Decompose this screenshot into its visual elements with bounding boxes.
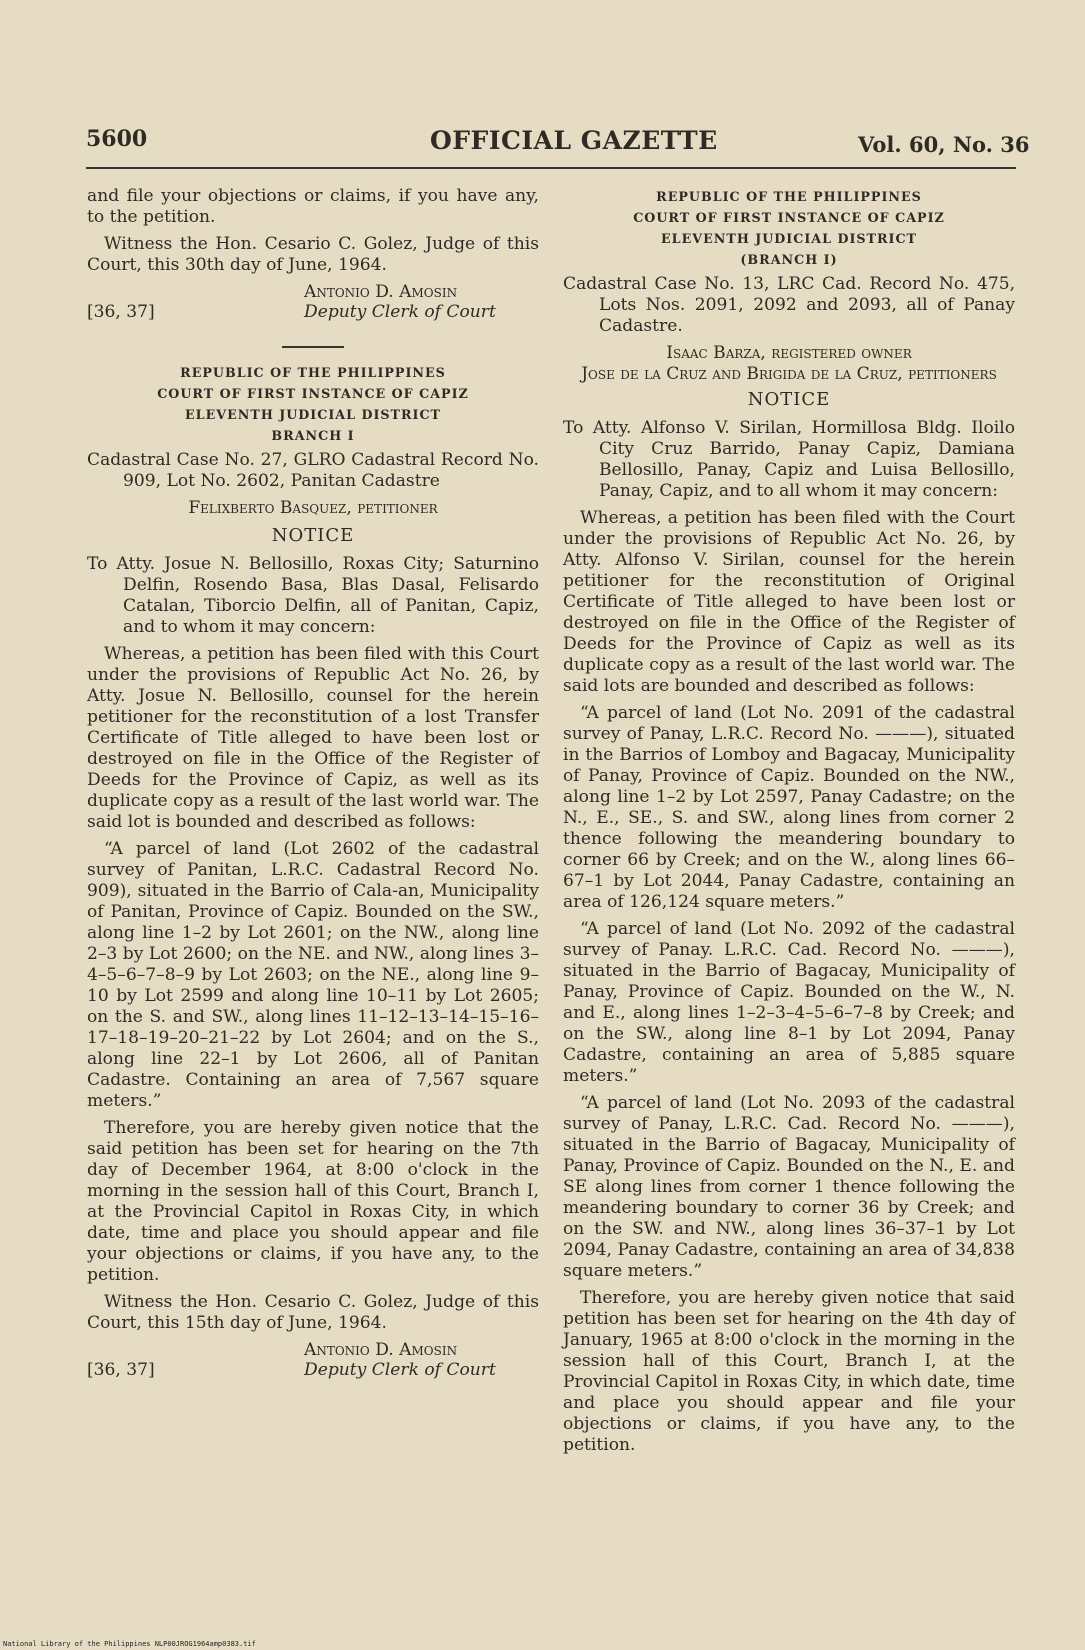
- signatory-title: Deputy Clerk of Court: [304, 302, 496, 322]
- heading-line: ELEVENTH JUDICIAL DISTRICT: [185, 407, 441, 422]
- gazette-title: OFFICIAL GAZETTE: [430, 126, 718, 155]
- issue-reference: [36, 37]: [87, 302, 155, 322]
- paragraph: Therefore, you are hereby given notice that the said petition has been set for hearing on the 7th day of December 1964, at 8:00 o'clock in the morning in the session hall of this Court, Branch I, at the Provincial Capitol in Roxas City, in which date, time and place you should appear and file your objections or claims, if you have any, to the petition.: [87, 1118, 539, 1285]
- petitioners-line: Jose de la Cruz and Brigida de la Cruz, petitioners: [581, 364, 997, 384]
- petitioner-line: Felixberto Basquez, petitioner: [188, 498, 438, 518]
- heading-line: (BRANCH I): [740, 252, 838, 267]
- page-number: 5600: [86, 126, 148, 152]
- heading-line: REPUBLIC OF THE PHILIPPINES: [656, 189, 922, 204]
- court-heading: [87, 362, 539, 446]
- heading-line: ELEVENTH JUDICIAL DISTRICT: [661, 231, 917, 246]
- scan-footer: National Library of the Philippines NLP00JROG1964amp0383.tif: [3, 1640, 256, 1648]
- parcel-description: “A parcel of land (Lot No. 2093 of the cadastral survey of Panay, L.R.C. Cad. Record No. ———), situated in the Barrio of Bagacay, Municipality of Panay, Province of Capiz. Bounded on the N., E. and SE along lines from corner 1 thence following the meandering boundary to corner 36 by Creek; and on the SW. and NW., along lines 36–37–1 by Lot 2094, Panay Cadastre, containing an area of 34,838 square meters.”: [563, 1093, 1015, 1281]
- signatory-title: Deputy Clerk of Court: [304, 1360, 496, 1380]
- heading-line: BRANCH I: [271, 428, 355, 443]
- heading-line: COURT OF FIRST INSTANCE OF CAPIZ: [633, 210, 945, 225]
- heading-line: REPUBLIC OF THE PHILIPPINES: [180, 365, 446, 380]
- parcel-description: “A parcel of land (Lot No. 2092 of the cadastral survey of Panay. L.R.C. Cad. Record No. ———), situated in the Barrio of Bagacay, Municipality of Panay, Province of Capiz. Bounded on the W., N. and E., along lines 1–2–3–4–5–6–7–8 by Creek; and on the SW., along line 8–1 by Lot 2094, Panay Cadastre, containing an area of 5,885 square meters.”: [563, 919, 1015, 1086]
- signatory-name: Antonio D. Amosin: [304, 1340, 458, 1360]
- owner-line: Isaac Barza, registered owner: [666, 343, 912, 363]
- right-column: [563, 186, 1015, 1462]
- addressees: To Atty. Josue N. Bellosillo, Roxas City; Saturnino Delfin, Rosendo Basa, Blas Dasal, Felisardo Catalan, Tiborcio Delfin, all of Panitan, Capiz, and to whom it may concern:: [87, 554, 539, 637]
- separator-rule: [282, 346, 344, 348]
- parcel-description: “A parcel of land (Lot No. 2091 of the cadastral survey of Panay, L.R.C. Record No. ———), situated in the Barrios of Lomboy and Bagacay, Municipality of Panay, Province of Capiz. Bounded on the NW., along line 1–2 by Lot 2597, Panay Cadastre; on the N., E., SE., S. and SW., along lines from corner 2 thence following the meandering boundary to corner 66 by Creek; and on the W., along lines 66–67–1 by Lot 2044, Panay Cadastre, containing an area of 126,124 square meters.”: [563, 703, 1015, 912]
- case-title: Cadastral Case No. 27, GLRO Cadastral Record No. 909, Lot No. 2602, Panitan Cadastre: [87, 450, 539, 491]
- paragraph: Whereas, a petition has been filed with the Court under the provisions of Republic Act No. 26, by Atty. Alfonso V. Sirilan, counsel for the herein petitioner for the reconstitution of Original Certificate of Title alleged to have been lost or destroyed on file in the Office of the Register of Deeds for the Province of Capiz as well as its duplicate copy as a result of the last world war. The said lots are bounded and described as follows:: [563, 508, 1015, 696]
- volume-label: Vol. 60, No. 36: [858, 132, 1030, 157]
- paragraph: and file your objections or claims, if you have any, to the petition.: [87, 186, 539, 227]
- paragraph: Witness the Hon. Cesario C. Golez, Judge of this Court, this 15th day of June, 1964.: [87, 1292, 539, 1333]
- case-title: Cadastral Case No. 13, LRC Cad. Record No. 475, Lots Nos. 2091, 2092 and 2093, all of Panay Cadastre.: [563, 274, 1015, 336]
- header-rule: [86, 167, 1016, 169]
- issue-reference: [36, 37]: [87, 1360, 155, 1380]
- signature-block: [87, 1340, 539, 1384]
- parcel-description: “A parcel of land (Lot 2602 of the cadastral survey of Panitan, L.R.C. Cadastral Record No. 909), situated in the Barrio of Cala-an, Municipality of Panitan, Province of Capiz. Bounded on the SW., along line 1–2 by Lot 2601; on the NW., along line 2–3 by Lot 2600; on the NE. and NW., along lines 3–4–5–6–7–8–9 by Lot 2603; on the NE., along line 9–10 by Lot 2599 and along line 10–11 by Lot 2605; on the S. and SW., along lines 11–12–13–14–15–16–17–18–19–20–21–22 by Lot 2604; and on the S., along line 22–1 by Lot 2606, all of Panitan Cadastre. Containing an area of 7,567 square meters.”: [87, 839, 539, 1111]
- court-heading: [563, 186, 1015, 270]
- heading-line: COURT OF FIRST INSTANCE OF CAPIZ: [157, 386, 469, 401]
- addressees: To Atty. Alfonso V. Sirilan, Hormillosa Bldg. Iloilo City Cruz Barrido, Panay Capiz, Damiana Bellosillo, Panay, Capiz and Luisa Bellosillo, Panay, Capiz, and to all whom it may concern:: [563, 418, 1015, 501]
- left-column: [87, 186, 539, 1394]
- paragraph: Witness the Hon. Cesario C. Golez, Judge of this Court, this 30th day of June, 1964.: [87, 234, 539, 275]
- signatory-name: Antonio D. Amosin: [304, 282, 458, 302]
- parties: [563, 343, 1015, 385]
- signature-block: [87, 282, 539, 326]
- paragraph: Whereas, a petition has been filed with this Court under the provisions of Republic Act No. 26, by Atty. Josue N. Bellosillo, counsel for the herein petitioner for the reconstitution of a lost Transfer Certificate of Title alleged to have been lost or destroyed on file in the Office of the Register of Deeds for the Province of Capiz, as well as its duplicate copy as a result of the last world war. The said lot is bounded and described as follows:: [87, 644, 539, 832]
- paragraph: Therefore, you are hereby given notice that said petition has been set for hearing on the 4th day of January, 1965 at 8:00 o'clock in the morning in the session hall of this Court, Branch I, at the Provincial Capitol in Roxas City, in which date, time and place you should appear and file your objections or claims, if you have any, to the petition.: [563, 1288, 1015, 1455]
- notice-heading: NOTICE: [271, 525, 355, 546]
- notice-heading: NOTICE: [747, 389, 831, 410]
